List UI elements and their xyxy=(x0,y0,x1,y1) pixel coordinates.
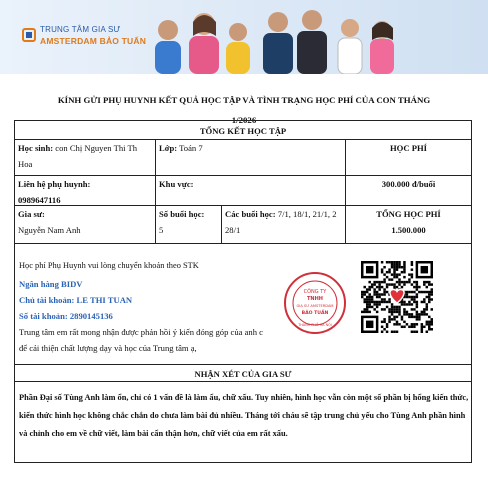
report-table xyxy=(14,120,472,463)
company-stamp xyxy=(283,271,347,335)
stamp-line-3: GIA SƯ AMSTERDAM xyxy=(296,304,334,308)
tutor-label: Gia sư: xyxy=(18,209,45,219)
total-cell xyxy=(346,206,472,244)
sessions-cell xyxy=(156,206,222,244)
brand-line-1: TRUNG TÂM GIA SƯ xyxy=(40,25,121,34)
student-value-line-2: Hoa xyxy=(18,159,33,169)
brand-line-2: AMSTERDAM BẢO TUẤN xyxy=(40,36,147,46)
dates-cell xyxy=(222,206,346,244)
sessions-value: 5 xyxy=(159,225,164,235)
stamp-line-2: TNHH xyxy=(307,296,323,302)
qr-code-image xyxy=(361,261,433,333)
logo-icon xyxy=(22,28,36,42)
feedback-note-2: để cải thiện chất lượng dạy và học của Trung tâm ạ, xyxy=(19,343,197,353)
class-value: Toán 7 xyxy=(179,143,203,153)
total-value: 1.500.000 xyxy=(391,225,426,235)
class-cell xyxy=(156,140,346,176)
tutor-name: Nguyễn Nam Anh xyxy=(18,225,81,235)
student-value: con Chị Nguyen Thi Th xyxy=(55,143,138,153)
team-photo-image xyxy=(150,6,480,74)
dates-label: Các buổi học: xyxy=(225,209,276,219)
stamp-line-1: CÔNG TY xyxy=(303,289,327,295)
student-label: Học sinh: xyxy=(18,143,54,153)
payment-intro: Học phí Phụ Huynh vui lòng chuyển khoản theo STK xyxy=(19,261,199,270)
account-holder: Chủ tài khoản: LE THI TUAN xyxy=(19,295,133,305)
contact-phone: 0989647116 xyxy=(18,195,61,205)
sessions-label: Số buổi học: xyxy=(159,209,205,219)
area-cell xyxy=(156,176,346,206)
review-text: Phần Đại số Tùng Anh làm ổn, chỉ có 1 vấn đề là làm ẩu, chữ xấu. Tuy nhiên, hình học vẫn còn một số phần bị hổng kiến thức, kiến thức hình học không chắc chắn do chưa làm bài đủ nhiều. Tháng tới cháu sẽ tập trung chủ yếu cho Tùng Anh phần hình và chỉnh cho em về chữ viết, làm bài cẩn thận hơn, chữ viết của em rất xấu. xyxy=(19,393,469,438)
total-label: TỔNG HỌC PHÍ xyxy=(376,209,441,219)
class-label: Lớp: xyxy=(159,143,178,153)
contact-cell xyxy=(15,176,156,206)
account-number: Số tài khoản: 2890145136 xyxy=(19,311,113,321)
report-title-line-2: 1/2026 xyxy=(231,115,257,125)
stamp-seal-icon xyxy=(283,271,347,335)
feedback-note-1: Trung tâm em rất mong nhận được phản hồi ý kiến đóng góp của anh c xyxy=(19,327,263,337)
stamp-line-4: BẢO TUẤN xyxy=(301,311,329,316)
fee-header: HỌC PHÍ xyxy=(346,140,472,176)
summary-header: TỔNG KẾT HỌC TẬP xyxy=(15,121,472,140)
dates-value-line-2: 28/1 xyxy=(225,225,241,235)
fee-rate: 300.000 đ/buổi xyxy=(346,176,472,206)
student-cell xyxy=(15,140,156,176)
area-label: Khu vực: xyxy=(159,179,194,189)
dates-value: 7/1, 18/1, 21/1, 2 xyxy=(277,209,337,219)
review-header: NHẬN XÉT CỦA GIA SƯ xyxy=(15,364,472,382)
contact-label: Liên hệ phụ huynh: xyxy=(18,179,91,189)
tutor-cell xyxy=(15,206,156,244)
report-title-line-1: KÍNH GỬI PHỤ HUYNH KẾT QUẢ HỌC TẬP VÀ TÌNH TRẠNG HỌC PHÍ CỦA CON THÁNG xyxy=(57,95,431,105)
bank-name: Ngân hàng BIDV xyxy=(19,279,83,289)
stamp-line-5: THÀNH PHỐ HÀ NỘI xyxy=(298,323,332,327)
header-banner xyxy=(0,0,488,74)
